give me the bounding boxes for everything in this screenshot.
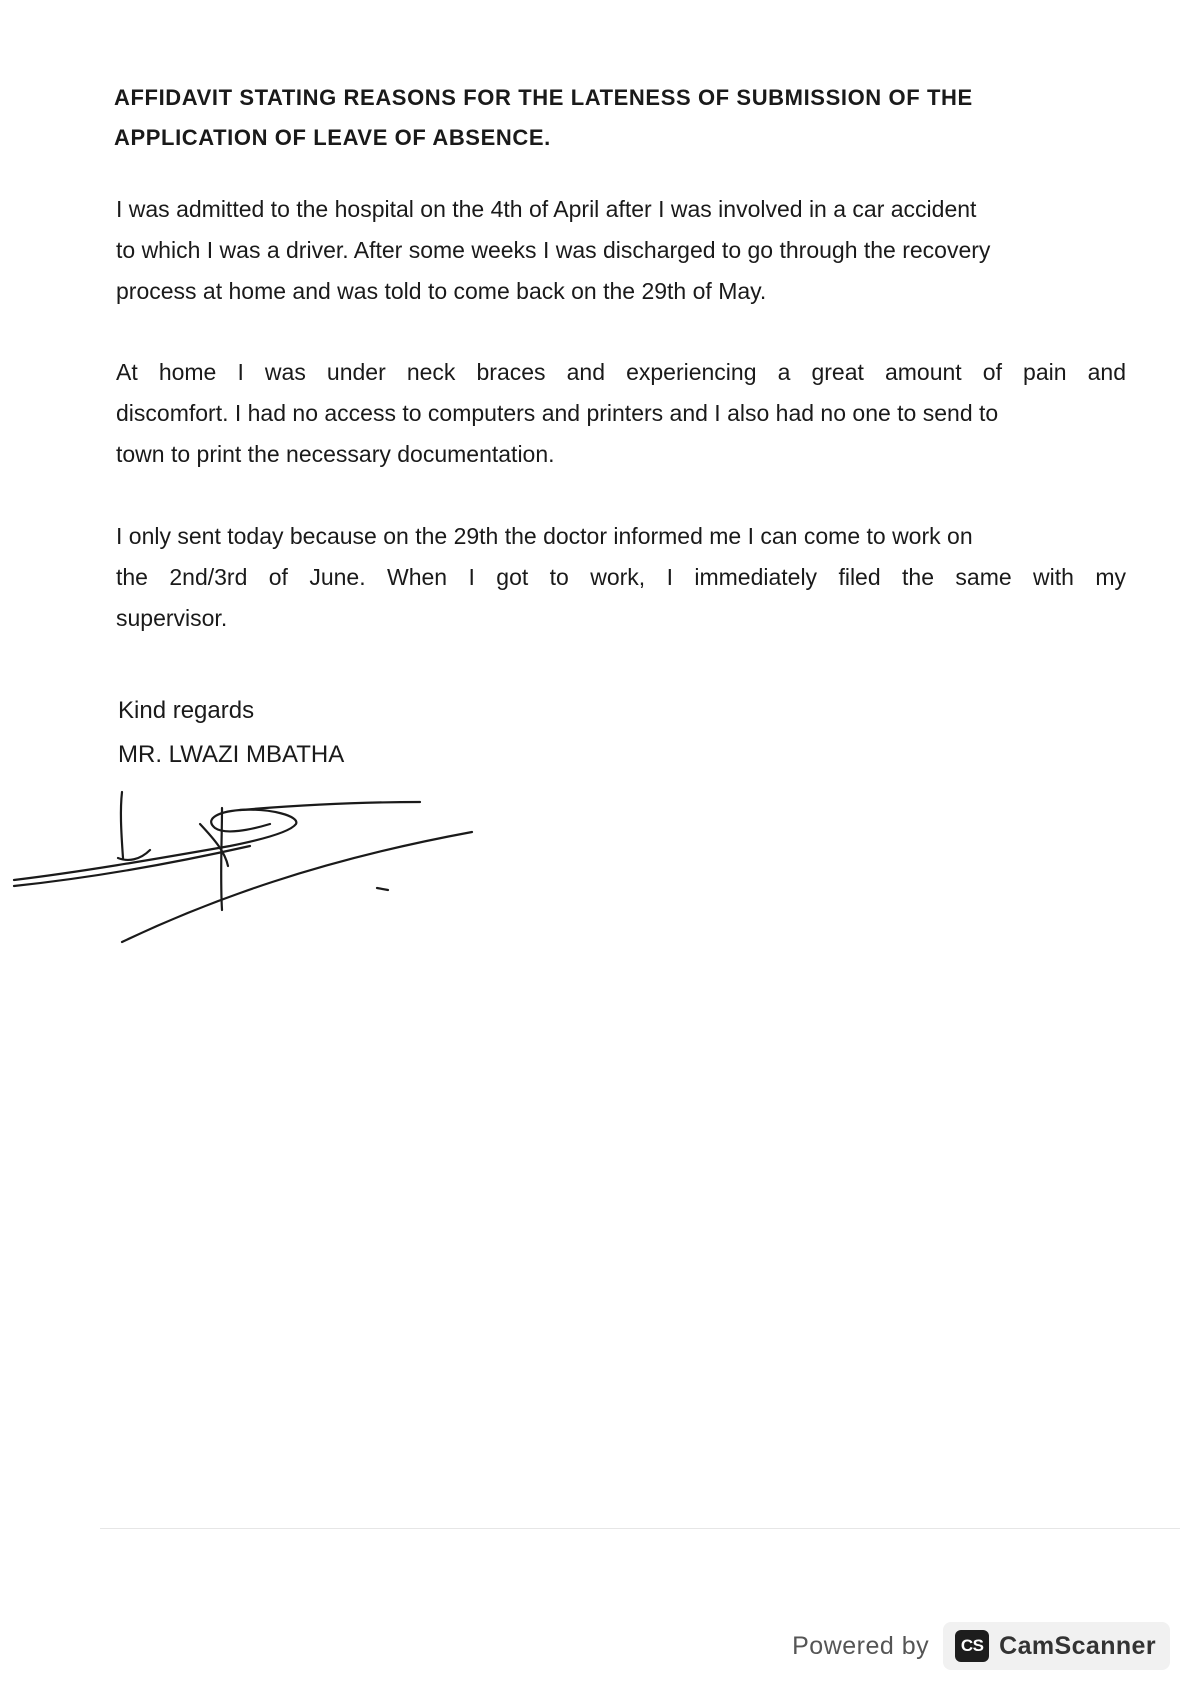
paragraph-home-recovery xyxy=(116,352,1126,475)
paragraph-line: the 2nd/3rd of June. When I got to work, I immediately filed the same with my xyxy=(116,564,1126,590)
camscanner-brand-name: CamScanner xyxy=(999,1631,1156,1660)
camscanner-watermark xyxy=(792,1618,1170,1674)
paragraph-line: to which I was a driver. After some weeks I was discharged to go through the recovery xyxy=(116,237,991,263)
paragraph-line: process at home and was told to come back on the 29th of May. xyxy=(116,278,767,304)
title-line: AFFIDAVIT STATING REASONS FOR THE LATENESS OF SUBMISSION OF THE xyxy=(114,85,973,110)
camscanner-logo-icon: CS xyxy=(955,1630,989,1662)
paragraph-line: town to print the necessary documentation. xyxy=(116,441,555,467)
paragraph-line: At home I was under neck braces and experiencing a great amount of pain and xyxy=(116,359,1126,385)
handwritten-signature xyxy=(0,780,500,960)
camscanner-badge xyxy=(943,1622,1170,1670)
title-line: APPLICATION OF LEAVE OF ABSENCE. xyxy=(114,125,551,150)
document-title xyxy=(114,78,1114,158)
paragraph-line: supervisor. xyxy=(116,605,228,631)
signatory-name: MR. LWAZI MBATHA xyxy=(118,741,345,768)
paragraph-line: I only sent today because on the 29th the doctor informed me I can come to work on xyxy=(116,523,973,549)
paragraph-line: discomfort. I had no access to computers and printers and I also had no one to send to xyxy=(116,400,999,426)
paragraph-line: I was admitted to the hospital on the 4th of April after I was involved in a car accident xyxy=(116,196,977,222)
powered-by-label: Powered by xyxy=(792,1631,930,1660)
paragraph-hospital-admission xyxy=(116,189,1126,312)
closing-salutation: Kind regards xyxy=(118,697,255,724)
page-edge-shadow xyxy=(100,1528,1180,1529)
closing-block xyxy=(118,689,344,777)
paragraph-return-to-work xyxy=(116,516,1126,639)
